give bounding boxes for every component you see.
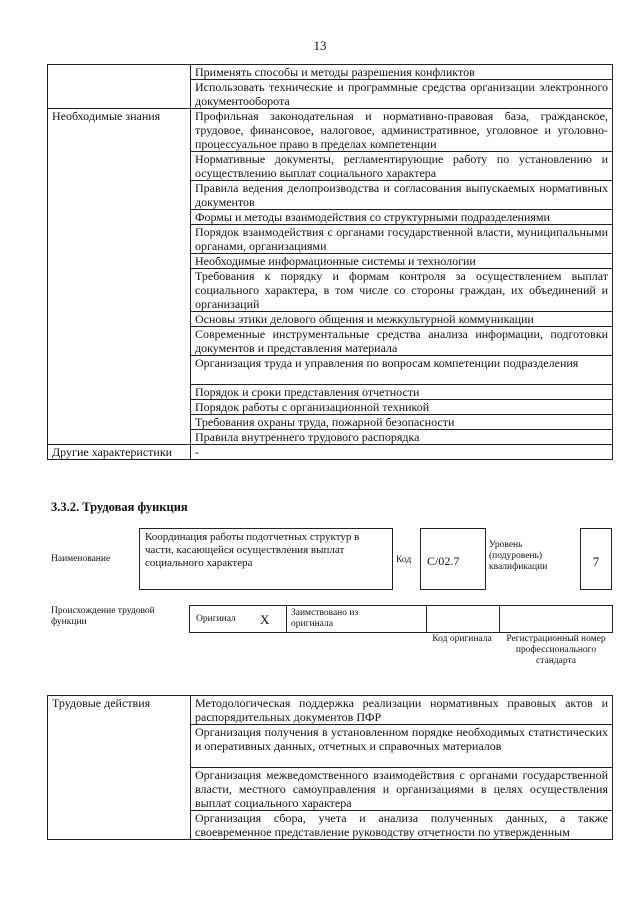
- level-box: [580, 528, 612, 590]
- table-cell: Организация получения в установленном порядке необходимых статистических и оперативных данных, отчетных и справочных материалов: [191, 725, 613, 768]
- table-cell: Порядок взаимодействия с органами государственной власти, муниципальными органами, организациями: [191, 225, 613, 254]
- section-title: 3.3.2. Трудовая функция: [51, 500, 188, 514]
- table-cell: Правила внутреннего трудового распорядка: [191, 430, 613, 445]
- level-value: 7: [592, 554, 600, 569]
- divider: [286, 606, 287, 632]
- table-cell: Организация труда и управления по вопросам компетенции подразделения: [191, 356, 613, 385]
- code-original-caption: Код оригинала: [432, 634, 492, 644]
- name-box: [139, 528, 393, 590]
- code-value: C/02.7: [427, 554, 460, 568]
- table-cell: Необходимые информационные системы и технологии: [191, 254, 613, 269]
- table-cell: Нормативные документы, регламентирующие работу по установлению и осуществлению выплат социального характера: [191, 152, 613, 181]
- row-label: [48, 65, 191, 109]
- original-label: Оригинал: [196, 614, 236, 624]
- code-box: [420, 528, 486, 590]
- origin-label: Происхождение трудовой функции: [51, 606, 155, 627]
- row-label-other: Другие характеристики: [48, 445, 191, 460]
- table-row: [48, 65, 613, 80]
- table-cell: Правила ведения делопроизводства и согласования выпускаемых нормативных документов: [191, 181, 613, 210]
- table-cell: Требования к порядку и формам контроля за осуществлением выплат социального характера, в том числе со стороны граждан, их объединений и организаций: [191, 269, 613, 312]
- table-row: [48, 696, 613, 725]
- table-cell: Основы этики делового общения и межкультурной коммуникации: [191, 312, 613, 327]
- borrowed-label: Заимствовано из оригинала: [291, 608, 359, 629]
- row-label-knowledge: Необходимые знания: [48, 109, 191, 445]
- level-label: Уровень (подуровень) квалификации: [489, 540, 548, 572]
- table-cell: Современные инструментальные средства анализа информации, подготовки документов и представления материала: [191, 327, 613, 356]
- code-label: Код: [396, 555, 412, 565]
- work-actions-table: [47, 695, 613, 840]
- table-cell: Организация межведомственного взаимодействия с органами государственной власти, местного самоуправления и организациями в целях осуществления выплат социального характера: [191, 768, 613, 811]
- table-cell: Профильная законодательная и нормативно-правовая база, гражданское, трудовое, финансовое, налоговое, административное, уголовное и уголовно-процессуальное право в пределах компетенции: [191, 109, 613, 152]
- table-cell: Порядок и сроки представления отчетности: [191, 385, 613, 400]
- row-label-actions: Трудовые действия: [48, 696, 191, 840]
- divider: [426, 606, 427, 632]
- table-cell: Использовать технические и программные средства организации электронного документооборота: [191, 80, 613, 109]
- table-cell: Требования охраны труда, пожарной безопасности: [191, 415, 613, 430]
- name-value: Координация работы подотчетных структур в части, касающейся осуществления выплат социального характера: [145, 531, 360, 569]
- knowledge-table: [47, 64, 613, 460]
- table-row: [48, 445, 613, 460]
- table-cell: -: [191, 445, 613, 460]
- table-cell: Применять способы и методы разрешения конфликтов: [191, 65, 613, 80]
- table-cell: Организация сбора, учета и анализа полученных данных, а также своевременное представление руководству отчетности по утвержденным: [191, 811, 613, 840]
- table-cell: Формы и методы взаимодействия со структурными подразделениями: [191, 210, 613, 225]
- page-number: 13: [313, 38, 327, 53]
- name-label: Наименование: [51, 554, 111, 564]
- origin-box: [189, 605, 613, 633]
- divider: [499, 606, 500, 632]
- table-row: [48, 109, 613, 152]
- table-cell: Методологическая поддержка реализации нормативных правовых актов и распорядительных документов ПФР: [191, 696, 613, 725]
- reg-number-caption: Регистрационный номер профессионального стандарта: [506, 634, 606, 666]
- original-mark: X: [260, 612, 270, 627]
- table-cell: Порядок работы с организационной техникой: [191, 400, 613, 415]
